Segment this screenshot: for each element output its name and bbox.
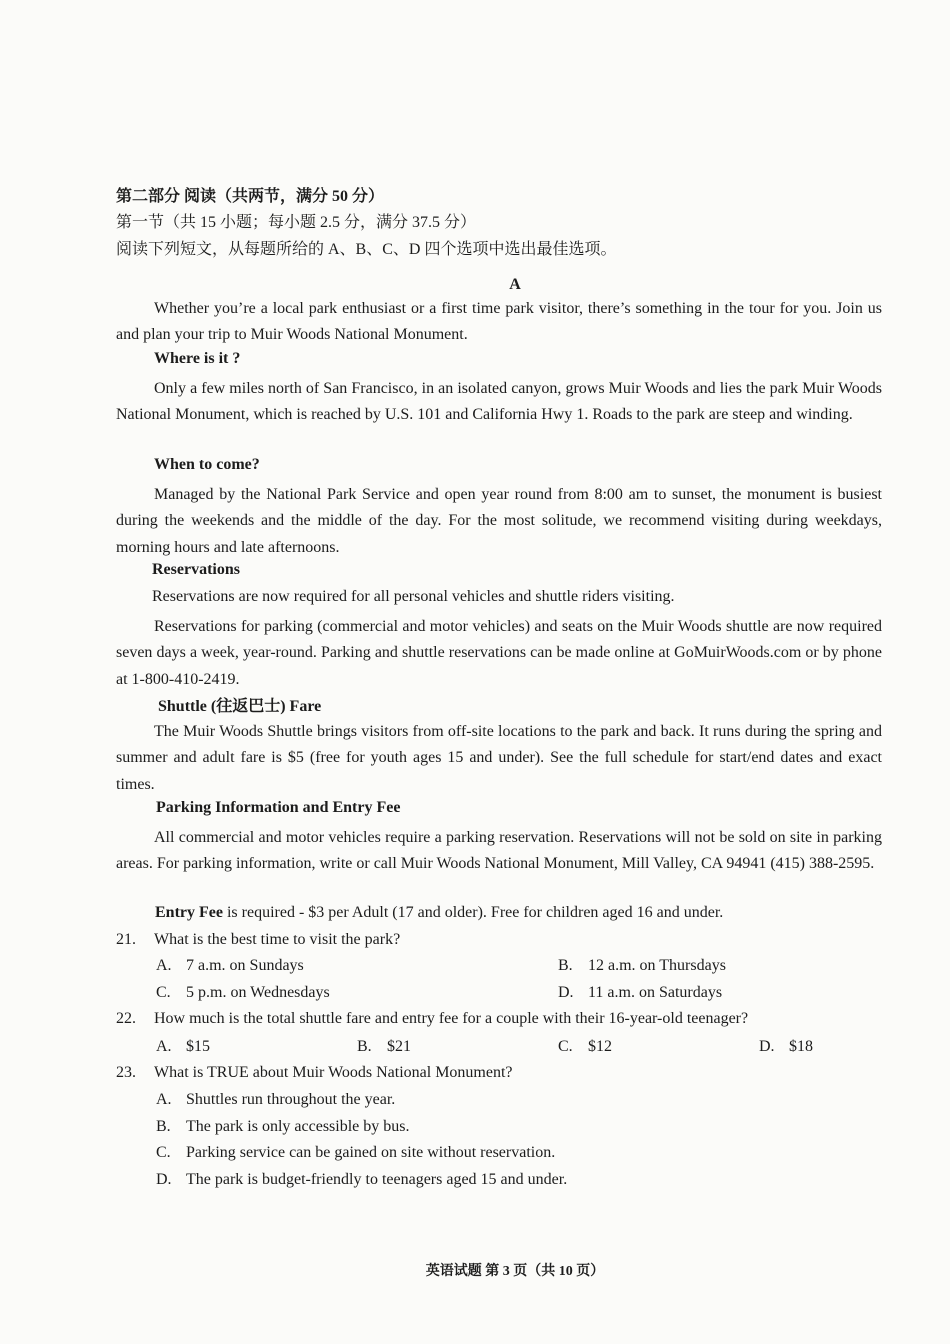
option-letter: B. bbox=[357, 1038, 372, 1055]
reservations-line1: Reservations are now required for all personal vehicles and shuttle riders visiting. bbox=[152, 588, 675, 605]
q22-option-b[interactable] bbox=[357, 1038, 411, 1056]
q22-option-d[interactable] bbox=[759, 1038, 813, 1056]
option-text: Parking service can be gained on site without reservation. bbox=[186, 1144, 556, 1161]
option-text: 12 a.m. on Thursdays bbox=[588, 957, 726, 974]
option-text: $21 bbox=[387, 1038, 411, 1055]
q23-option-a[interactable] bbox=[156, 1091, 395, 1109]
question-number: 23. bbox=[116, 1064, 136, 1081]
where-heading: Where is it ? bbox=[154, 350, 241, 367]
shuttle-text: The Muir Woods Shuttle brings visitors from off-site locations to the park and back. It runs during the spring and summer and adult fare is $5 (free for youth ages 15 and under). See the full schedule for start/end dates and exact times. bbox=[116, 723, 882, 793]
where-text: Only a few miles north of San Francisco, in an isolated canyon, grows Muir Woods and lies the park Muir Woods National Monument, which is reached by U.S. 101 and California Hwy 1. Roads to the park are steep and winding. bbox=[116, 380, 882, 424]
page-footer: 英语试题 第 3 页（共 10 页） bbox=[425, 1264, 605, 1279]
question-number: 22. bbox=[116, 1010, 136, 1027]
question-21 bbox=[116, 931, 400, 949]
option-letter: C. bbox=[558, 1038, 573, 1055]
option-letter: C. bbox=[156, 984, 171, 1001]
question-text: How much is the total shuttle fare and entry fee for a couple with their 16-year-old teenager? bbox=[154, 1010, 749, 1027]
q21-option-c[interactable] bbox=[156, 984, 330, 1002]
question-text: What is TRUE about Muir Woods National Monument? bbox=[154, 1064, 513, 1081]
entry-fee-text: is required - $3 per Adult (17 and older). Free for children aged 16 and under. bbox=[222, 904, 724, 921]
option-letter: B. bbox=[156, 1118, 171, 1135]
question-text: What is the best time to visit the park? bbox=[154, 931, 401, 948]
passage-intro: Whether you’re a local park enthusiast or a first time park visitor, there’s something in the tour for you. Join us and plan your trip to Muir Woods National Monument. bbox=[116, 300, 882, 344]
parking-heading: Parking Information and Entry Fee bbox=[156, 799, 401, 816]
option-text: 7 a.m. on Sundays bbox=[186, 957, 304, 974]
option-letter: D. bbox=[558, 984, 574, 1001]
option-text: Shuttles run throughout the year. bbox=[186, 1091, 396, 1108]
q21-option-d[interactable] bbox=[558, 984, 722, 1002]
option-text: $18 bbox=[789, 1038, 813, 1055]
option-text: 5 p.m. on Wednesdays bbox=[186, 984, 330, 1001]
shuttle-heading: Shuttle (往返巴士) Fare bbox=[158, 698, 322, 715]
question-22 bbox=[116, 1010, 748, 1028]
q22-option-a[interactable] bbox=[156, 1038, 210, 1056]
part-title: 第二部分 阅读（共两节，满分 50 分） bbox=[116, 188, 385, 205]
option-text: $15 bbox=[186, 1038, 210, 1055]
question-23 bbox=[116, 1064, 513, 1082]
option-letter: A. bbox=[156, 1091, 172, 1108]
option-letter: C. bbox=[156, 1144, 171, 1161]
q21-option-a[interactable] bbox=[156, 957, 304, 975]
option-text: The park is only accessible by bus. bbox=[186, 1118, 410, 1135]
when-heading: When to come? bbox=[154, 456, 260, 473]
option-letter: D. bbox=[156, 1171, 172, 1188]
option-text: The park is budget-friendly to teenagers aged 15 and under. bbox=[186, 1171, 568, 1188]
q23-option-c[interactable] bbox=[156, 1144, 555, 1162]
parking-text: All commercial and motor vehicles require a parking reservation. Reservations will not be sold on site in parking areas. For parking information, write or call Muir Woods National Monument, Mill Valley, CA 94941 (415) 388-2595. bbox=[116, 829, 882, 873]
section-title: 第一节（共 15 小题；每小题 2.5 分，满分 37.5 分） bbox=[116, 214, 477, 231]
option-letter: B. bbox=[558, 957, 573, 974]
passage-label: A bbox=[509, 276, 521, 293]
option-text: $12 bbox=[588, 1038, 612, 1055]
when-text: Managed by the National Park Service and open year round from 8:00 am to sunset, the monument is busiest during the weekends and the middle of the day. For the most solitude, we recommend visiting during weekdays, morning hours and late afternoons. bbox=[116, 486, 882, 556]
q22-option-c[interactable] bbox=[558, 1038, 612, 1056]
option-letter: A. bbox=[156, 957, 172, 974]
instruction: 阅读下列短文，从每题所给的 A、B、C、D 四个选项中选出最佳选项。 bbox=[116, 241, 617, 258]
question-number: 21. bbox=[116, 931, 136, 948]
q23-option-b[interactable] bbox=[156, 1118, 410, 1136]
option-letter: A. bbox=[156, 1038, 172, 1055]
reservations-text: Reservations for parking (commercial and motor vehicles) and seats on the Muir Woods shuttle are now required seven days a week, year-round. Parking and shuttle reservations can be made online at GoMuirWoods.com or by phone at 1-800-410-2419. bbox=[116, 618, 882, 688]
q21-option-b[interactable] bbox=[558, 957, 726, 975]
entry-fee-line bbox=[155, 904, 723, 922]
reservations-heading: Reservations bbox=[152, 561, 240, 578]
option-text: 11 a.m. on Saturdays bbox=[588, 984, 723, 1001]
option-letter: D. bbox=[759, 1038, 775, 1055]
entry-fee-label: Entry Fee bbox=[155, 904, 223, 921]
q23-option-d[interactable] bbox=[156, 1171, 567, 1189]
